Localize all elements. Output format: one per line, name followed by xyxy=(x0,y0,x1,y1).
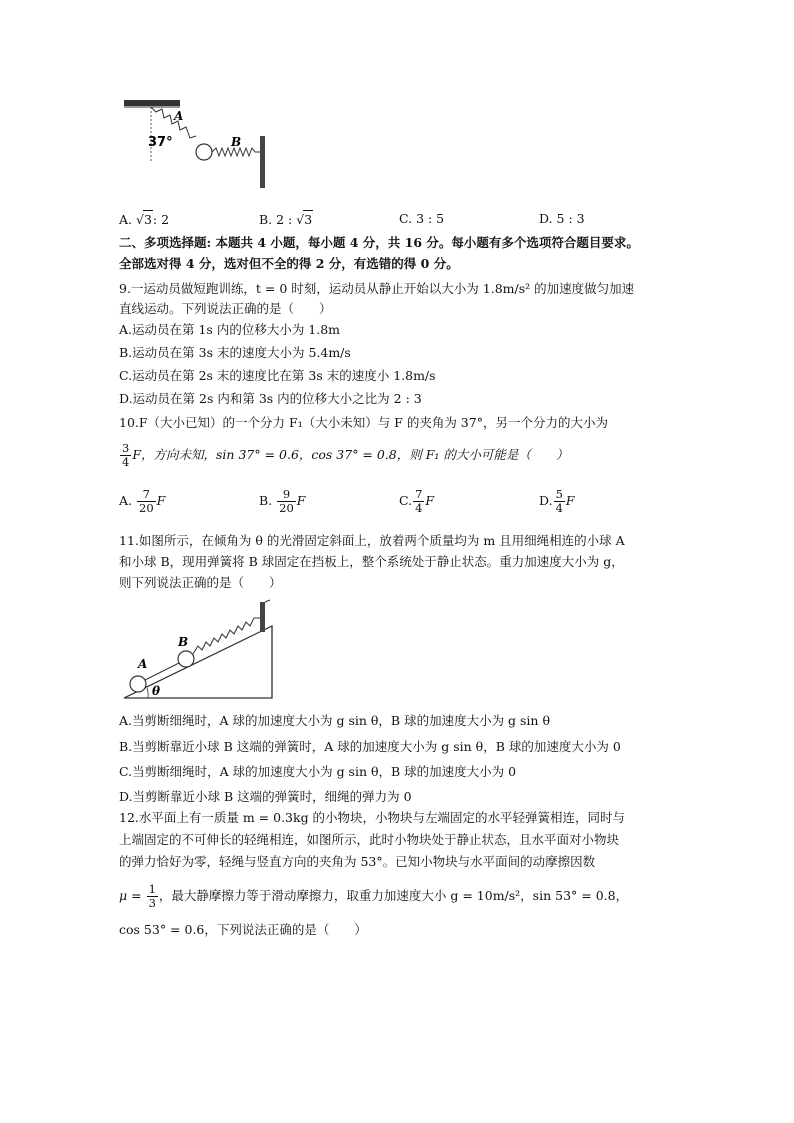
spring-ball-figure xyxy=(118,96,278,192)
section2-heading-line1: 二、多项选择题: 本题共 4 小题，每小题 4 分，共 16 分。每小题有多个选项符合题目要求。 xyxy=(119,235,639,250)
wall-bar xyxy=(260,136,265,188)
q12-stem-line3: 的弹力恰好为零，轻绳与竖直方向的夹角为 53°。已知小物块与水平面间的动摩擦因数 xyxy=(119,854,596,869)
q8-option-a[interactable]: A. √3: 2 xyxy=(119,212,170,227)
section2-heading-line2: 全部选对得 4 分，选对但不全的得 2 分，有选错的得 0 分。 xyxy=(119,256,459,271)
q12-stem-line4: μ = $\frac{1}{3}$ ，最大静摩擦力等于滑动摩擦力，取重力加速度大小 g = 10m/s²，sin 53° = 0.8， xyxy=(119,882,629,910)
label-a: A xyxy=(138,657,148,671)
q9-option-d[interactable]: D.运动员在第 2s 内和第 3s 内的位移大小之比为 2 : 3 xyxy=(119,391,422,406)
q8-option-b[interactable]: B. 2 : √3 xyxy=(259,212,313,227)
ball xyxy=(196,144,212,160)
blocking-plate xyxy=(260,602,265,632)
ceiling-bar xyxy=(124,100,180,106)
label-b: B xyxy=(178,635,189,649)
q11-option-c[interactable]: C.当剪断细绳时，A 球的加速度大小为 g sin θ，B 球的加速度大小为 0 xyxy=(119,764,517,779)
label-a: A xyxy=(174,109,184,123)
q9-option-a[interactable]: A.运动员在第 1s 内的位移大小为 1.8m xyxy=(119,322,341,337)
q11-stem-line1: 11.如图所示，在倾角为 θ 的光滑固定斜面上，放着两个质量均为 m 且用细绳相连的小球 A xyxy=(119,533,625,548)
q10-option-b[interactable]: B. $\frac{9}{20}$ F xyxy=(259,487,306,515)
incline-figure xyxy=(118,596,278,704)
q11-option-a[interactable]: A.当剪断细绳时，A 球的加速度大小为 g sin θ，B 球的加速度大小为 g sin θ xyxy=(119,713,550,728)
q10-option-a[interactable]: A. $\frac{7}{20}$ F xyxy=(119,487,166,515)
ball-b xyxy=(178,651,194,667)
mu-fraction: $\frac{1}{3}$ xyxy=(148,882,156,910)
angle-label: 37° xyxy=(148,135,173,150)
q9-stem-line2: 直线运动。下列说法正确的是（ ） xyxy=(119,301,332,316)
q8-option-c[interactable]: C. 3 : 5 xyxy=(399,211,445,226)
q12-stem-line1: 12.水平面上有一质量 m = 0.3kg 的小物块，小物块与左端固定的水平轻弹簧相连，同时与 xyxy=(119,810,626,825)
theta-label: θ xyxy=(152,684,161,698)
q9-option-c[interactable]: C.运动员在第 2s 末的速度比在第 3s 末的速度小 1.8m/s xyxy=(119,368,436,383)
q9-option-b[interactable]: B.运动员在第 3s 末的速度大小为 5.4m/s xyxy=(119,345,351,360)
q11-option-b[interactable]: B.当剪断靠近小球 B 这端的弹簧时，A 球的加速度大小为 g sin θ，B 球的加速度大小为 0 xyxy=(119,739,621,754)
q10-option-c[interactable]: C. $\frac{7}{4}$ F xyxy=(399,487,435,515)
q10-option-d[interactable]: D. $\frac{5}{4}$ F xyxy=(539,487,575,515)
q10-stem-line1: 10.F（大小已知）的一个分力 F₁（大小未知）与 F 的夹角为 37°，另一个分力的大小为 xyxy=(119,415,608,430)
q10-stem-line2: $\frac{3}{4}$ F，方向未知，sin 37° = 0.6，cos 37° = 0.8，则 F₁ 的大小可能是（ ） xyxy=(122,441,569,469)
q12-stem-line5: cos 53° = 0.6，下列说法正确的是（ ） xyxy=(119,922,367,937)
q11-stem-line2: 和小球 B，现用弹簧将 B 球固定在挡板上，整个系统处于静止状态。重力加速度大小为 g， xyxy=(119,554,624,569)
q12-stem-line2: 上端固定的不可伸长的轻绳相连，如图所示，此时小物块处于静止状态，且水平面对小物块 xyxy=(119,832,620,847)
angle-arc xyxy=(147,688,148,698)
q10-fraction: $\frac{3}{4}$ xyxy=(122,441,130,469)
string xyxy=(145,663,179,680)
q9-stem-line1: 9.一运动员做短跑训练，t = 0 时刻，运动员从静止开始以大小为 1.8m/s² 的加速度做匀加速 xyxy=(119,281,635,296)
spring-b xyxy=(212,148,260,156)
q11-stem-line3: 则下列说法正确的是（ ） xyxy=(119,575,282,590)
label-b: B xyxy=(231,135,242,149)
q8-option-d[interactable]: D. 5 : 3 xyxy=(539,211,585,226)
q11-option-d[interactable]: D.当剪断靠近小球 B 这端的弹簧时，细绳的弹力为 0 xyxy=(119,789,412,804)
ball-a xyxy=(130,676,146,692)
